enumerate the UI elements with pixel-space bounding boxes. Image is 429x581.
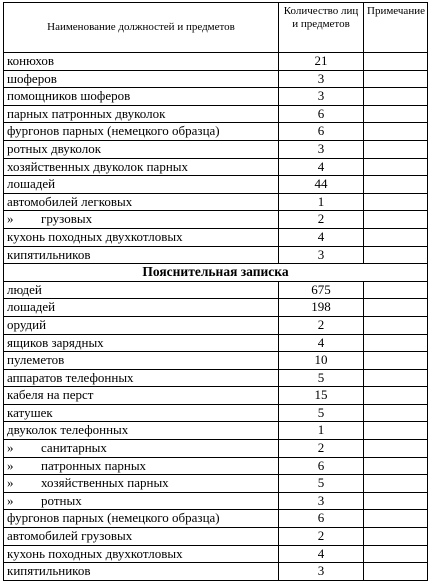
item-name: лошадей — [7, 176, 56, 192]
item-name-cell — [4, 70, 279, 88]
item-name: конюхов — [7, 53, 54, 68]
item-name: патронных парных — [41, 457, 147, 473]
table-row — [4, 176, 428, 194]
item-quantity: 2 — [279, 316, 364, 334]
item-name: двуколок телефонных — [7, 422, 129, 438]
item-quantity: 1 — [279, 422, 364, 440]
table-row — [4, 352, 428, 370]
table-row — [4, 158, 428, 176]
section-title: Пояснительная записка — [4, 264, 428, 282]
item-name: парных патронных двуколок — [7, 105, 166, 121]
table-row — [4, 105, 428, 123]
ditto-mark: » — [7, 457, 14, 473]
item-name: кабеля на перст — [7, 387, 94, 403]
item-name-cell — [4, 334, 279, 352]
item-note — [364, 123, 428, 141]
item-name: кухонь походных двухкотловых — [7, 545, 183, 561]
item-note — [364, 352, 428, 370]
item-name-cell — [4, 475, 279, 493]
table-row — [4, 246, 428, 264]
item-name: хозяйственных парных — [41, 475, 169, 491]
item-note — [364, 369, 428, 387]
item-name-cell — [4, 440, 279, 458]
table-row — [4, 492, 428, 510]
table-row — [4, 70, 428, 88]
item-note — [364, 105, 428, 123]
table-row — [4, 422, 428, 440]
item-quantity: 6 — [279, 123, 364, 141]
item-note — [364, 299, 428, 317]
table-row — [4, 334, 428, 352]
header-name: Наименование должностей и предметов — [4, 3, 279, 53]
item-name-cell — [4, 545, 279, 563]
item-name-cell — [4, 492, 279, 510]
table-row — [4, 53, 428, 71]
item-quantity: 21 — [279, 53, 364, 71]
item-quantity: 3 — [279, 246, 364, 264]
item-quantity: 3 — [279, 88, 364, 106]
table-row — [4, 404, 428, 422]
item-name-cell — [4, 316, 279, 334]
item-quantity: 4 — [279, 228, 364, 246]
item-note — [364, 545, 428, 563]
item-note — [364, 422, 428, 440]
item-note — [364, 510, 428, 528]
table-row — [4, 140, 428, 158]
table-row — [4, 88, 428, 106]
item-note — [364, 246, 428, 264]
item-note — [364, 316, 428, 334]
item-quantity: 3 — [279, 70, 364, 88]
item-name-cell — [4, 105, 279, 123]
item-name-cell — [4, 193, 279, 211]
item-name: катушек — [7, 404, 53, 420]
item-note — [364, 193, 428, 211]
item-note — [364, 457, 428, 475]
table-row — [4, 528, 428, 546]
item-quantity: 5 — [279, 404, 364, 422]
table-row — [4, 211, 428, 229]
ditto-mark: » — [7, 440, 14, 456]
item-note — [364, 492, 428, 510]
item-name: аппаратов телефонных — [7, 369, 134, 385]
item-name-cell — [4, 387, 279, 405]
item-quantity: 5 — [279, 369, 364, 387]
item-name: грузовых — [41, 211, 93, 227]
item-note — [364, 281, 428, 299]
item-note — [364, 158, 428, 176]
item-quantity: 5 — [279, 475, 364, 493]
item-name-cell — [4, 176, 279, 194]
item-name-cell — [4, 123, 279, 141]
item-quantity: 44 — [279, 176, 364, 194]
item-name: фургонов парных (немецкого образца) — [7, 510, 220, 526]
table-row — [4, 457, 428, 475]
item-note — [364, 211, 428, 229]
item-name-cell — [4, 528, 279, 546]
item-quantity: 3 — [279, 492, 364, 510]
item-name-cell — [4, 352, 279, 370]
item-note — [364, 563, 428, 581]
item-name: лошадей — [7, 299, 56, 315]
item-name: помощников шоферов — [7, 88, 131, 104]
ditto-mark: » — [7, 492, 14, 508]
item-name-cell — [4, 281, 279, 299]
item-name-cell — [4, 140, 279, 158]
item-quantity: 4 — [279, 334, 364, 352]
item-name: фургонов парных (немецкого образца) — [7, 123, 220, 139]
item-name-cell — [4, 246, 279, 264]
ditto-mark: » — [7, 475, 14, 491]
item-note — [364, 334, 428, 352]
table-row — [4, 193, 428, 211]
item-name-cell — [4, 211, 279, 229]
table-row — [4, 299, 428, 317]
item-name-cell — [4, 457, 279, 475]
item-name-cell — [4, 404, 279, 422]
item-name: автомобилей легковых — [7, 193, 133, 209]
item-name: ротных двуколок — [7, 140, 102, 156]
staff-equipment-table — [3, 2, 428, 581]
table-row — [4, 228, 428, 246]
item-name: санитарных — [41, 440, 107, 456]
item-note — [364, 140, 428, 158]
item-quantity: 1 — [279, 193, 364, 211]
item-quantity: 6 — [279, 457, 364, 475]
item-name-cell — [4, 158, 279, 176]
item-name: кипятильников — [7, 246, 91, 262]
item-note — [364, 228, 428, 246]
item-name: шоферов — [7, 70, 57, 86]
item-note — [364, 53, 428, 71]
table-row — [4, 316, 428, 334]
item-quantity: 4 — [279, 158, 364, 176]
item-quantity: 3 — [279, 563, 364, 581]
item-note — [364, 404, 428, 422]
item-name: хозяйственных двуколок парных — [7, 158, 189, 174]
item-name-cell — [4, 369, 279, 387]
item-name-cell — [4, 299, 279, 317]
item-note — [364, 440, 428, 458]
item-name: кухонь походных двухкотловых — [7, 228, 183, 244]
item-name-cell — [4, 53, 279, 71]
item-name: автомобилей грузовых — [7, 528, 133, 544]
item-name: ротных — [41, 492, 82, 508]
item-note — [364, 88, 428, 106]
item-name: кипятильников — [7, 563, 91, 579]
item-note — [364, 528, 428, 546]
item-note — [364, 70, 428, 88]
item-name: пулеметов — [7, 352, 65, 368]
header-note: Примечание — [364, 3, 428, 53]
item-name-cell — [4, 510, 279, 528]
item-quantity: 10 — [279, 352, 364, 370]
item-note — [364, 176, 428, 194]
item-name: ящиков зарядных — [7, 334, 104, 350]
item-quantity: 4 — [279, 545, 364, 563]
item-quantity: 15 — [279, 387, 364, 405]
table-row — [4, 369, 428, 387]
table-row — [4, 563, 428, 581]
item-quantity: 198 — [279, 299, 364, 317]
item-name-cell — [4, 563, 279, 581]
item-quantity: 2 — [279, 528, 364, 546]
item-note — [364, 475, 428, 493]
item-name: людей — [7, 281, 42, 297]
item-quantity: 6 — [279, 105, 364, 123]
item-name-cell — [4, 228, 279, 246]
item-quantity: 6 — [279, 510, 364, 528]
table-row — [4, 545, 428, 563]
table-row — [4, 123, 428, 141]
ditto-mark: » — [7, 211, 14, 227]
table-row — [4, 475, 428, 493]
table-row — [4, 281, 428, 299]
item-name-cell — [4, 88, 279, 106]
table-row — [4, 510, 428, 528]
item-name-cell — [4, 422, 279, 440]
section-title-row — [4, 264, 428, 282]
item-note — [364, 387, 428, 405]
header-qty: Количество лиц и предметов — [279, 3, 364, 53]
item-name: орудий — [7, 316, 47, 332]
table-row — [4, 387, 428, 405]
item-quantity: 2 — [279, 440, 364, 458]
item-quantity: 2 — [279, 211, 364, 229]
table-row — [4, 440, 428, 458]
item-quantity: 3 — [279, 140, 364, 158]
table-header-row — [4, 3, 428, 53]
item-quantity: 675 — [279, 281, 364, 299]
